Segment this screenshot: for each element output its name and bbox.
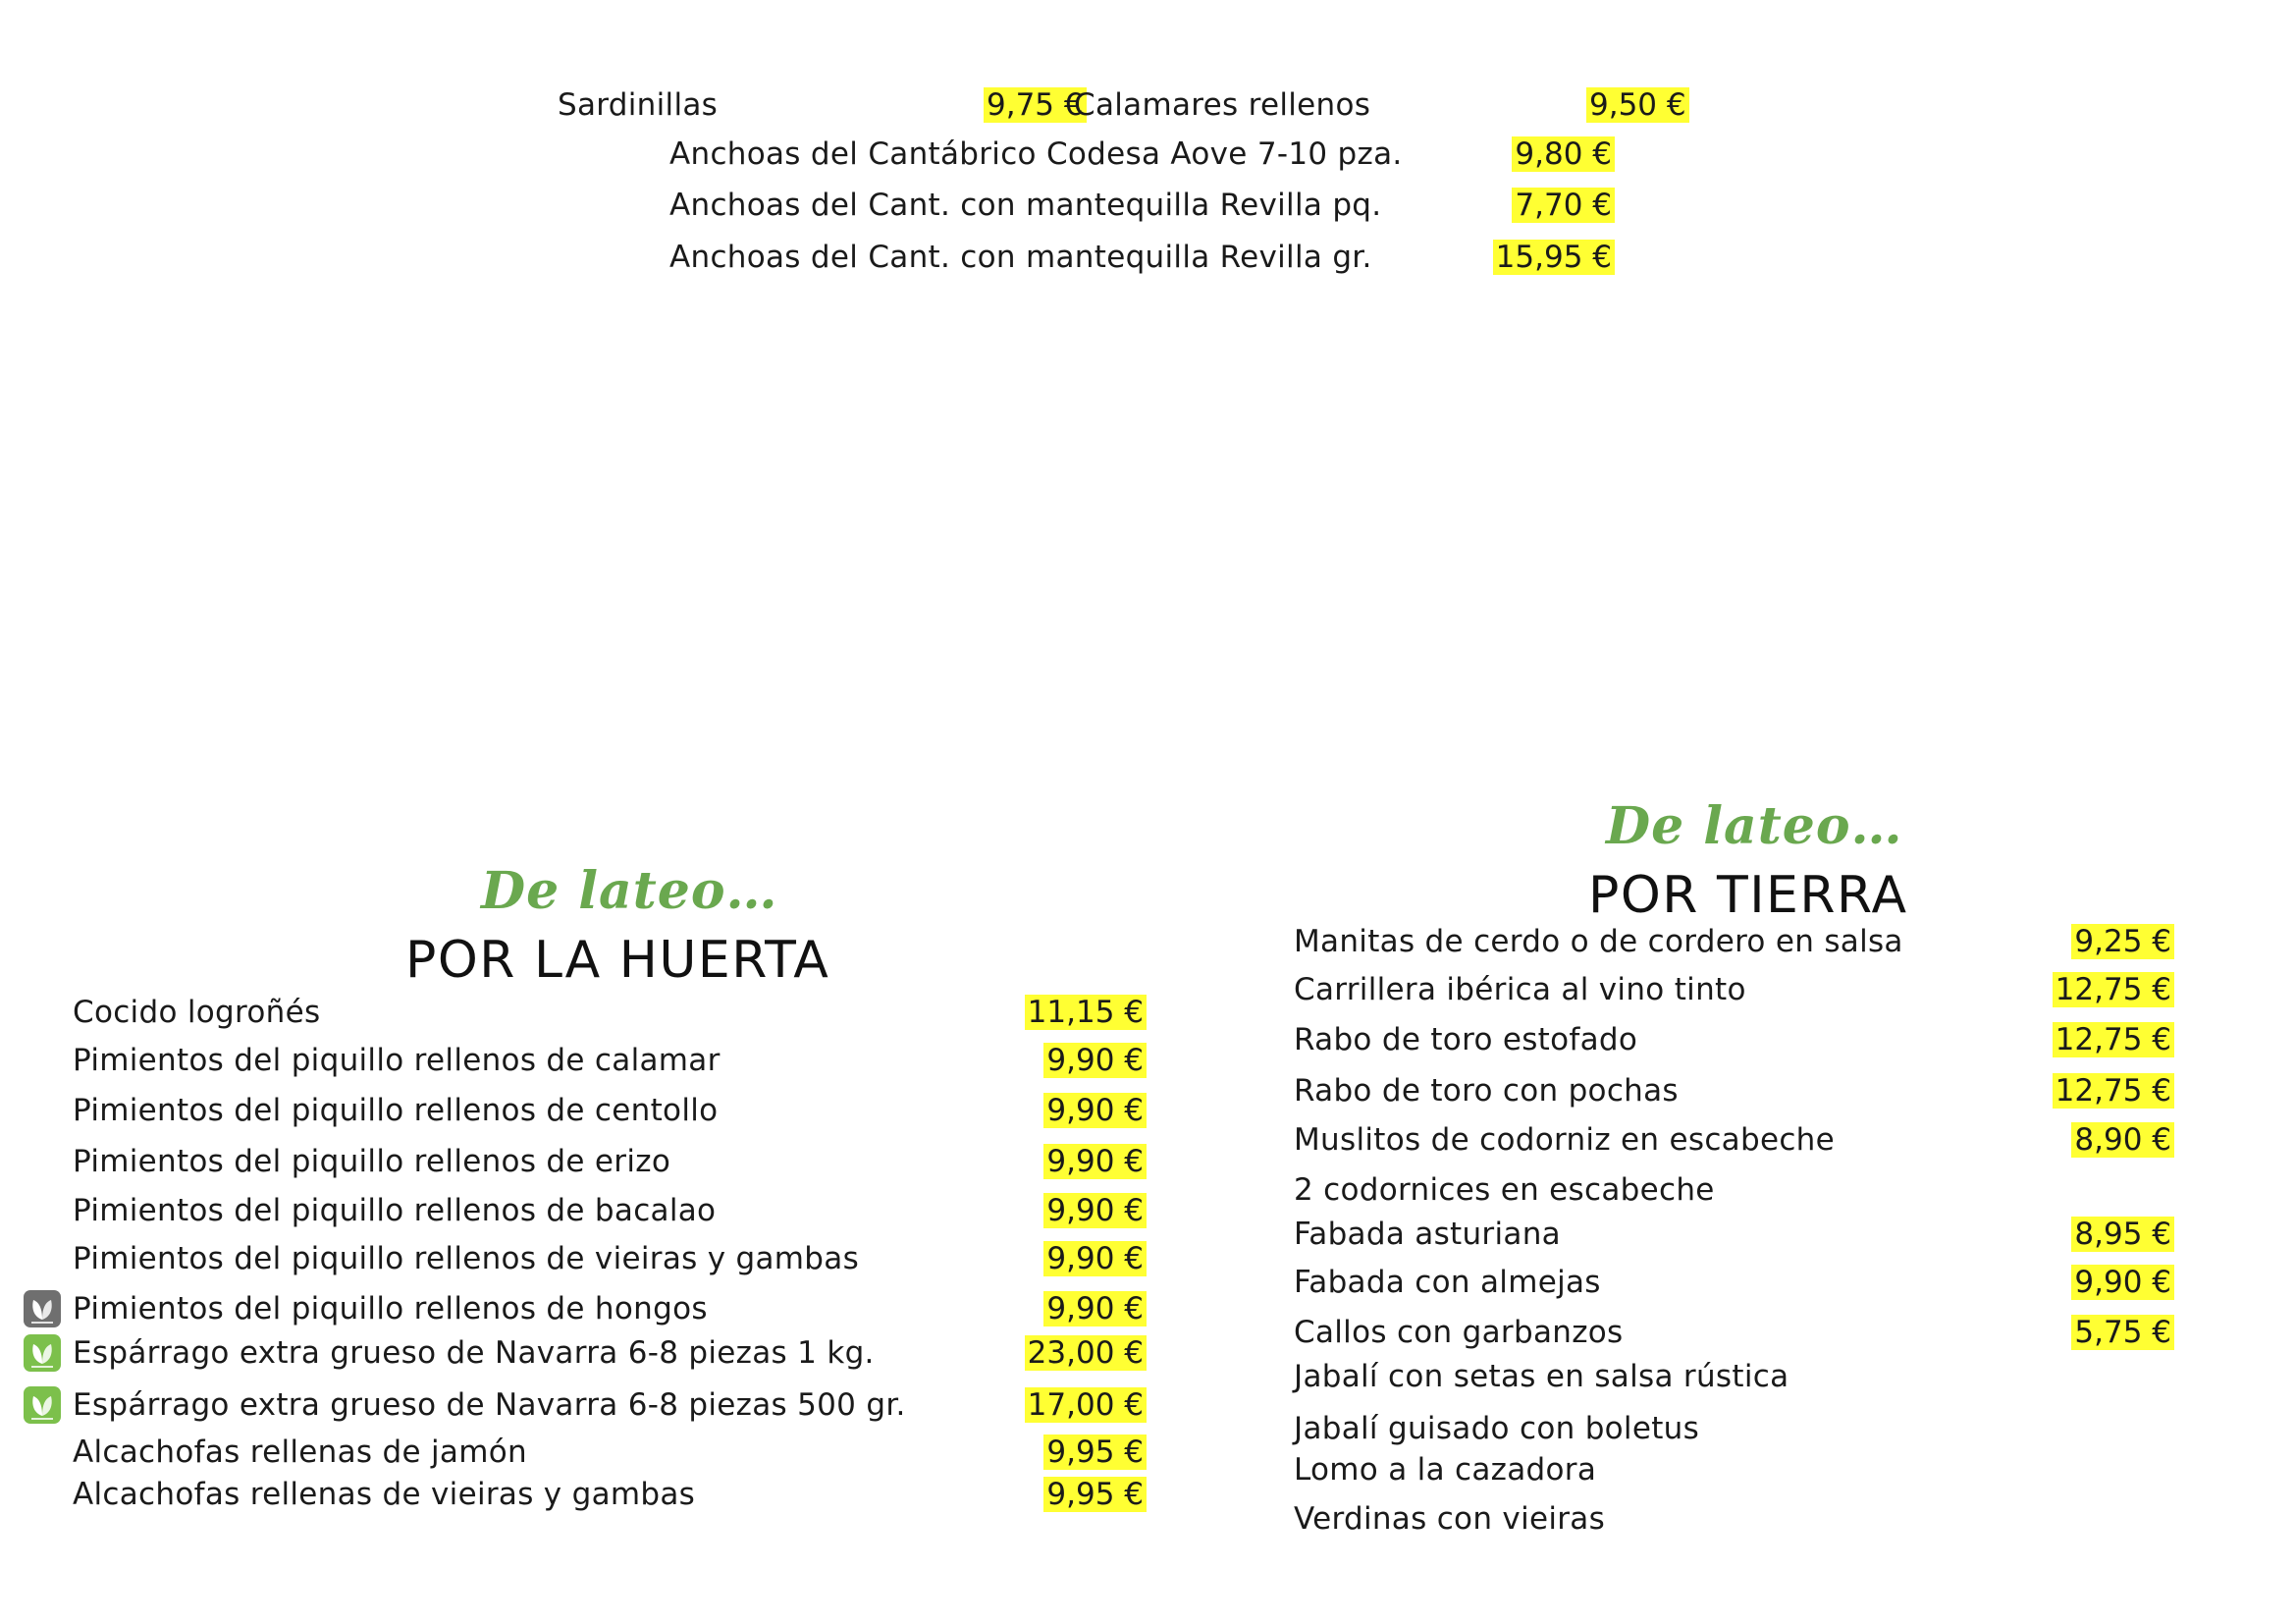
menu-item-name: Manitas de cerdo o de cordero en salsa: [1294, 924, 1903, 959]
menu-item-name: Jabalí con setas en salsa rústica: [1294, 1359, 1789, 1394]
price: 9,80 €: [1512, 135, 1615, 173]
menu-item-name: Espárrago extra grueso de Navarra 6-8 piezas 500 gr.: [73, 1387, 906, 1423]
menu-item-price: 5,75 €: [2071, 1314, 2174, 1351]
menu-item-name: Espárrago extra grueso de Navarra 6-8 piezas 1 kg.: [73, 1335, 875, 1371]
menu-item-name: Carrillera ibérica al vino tinto: [1294, 972, 1746, 1007]
price: 15,95 €: [1493, 239, 1615, 276]
menu-item-name: Pimientos del piquillo rellenos de erizo: [73, 1144, 671, 1179]
menu-item-price: 9,90 €: [1043, 1143, 1147, 1180]
menu-item-price: 23,00 €: [1025, 1334, 1147, 1372]
menu-item-price: 9,95 €: [1043, 1434, 1147, 1471]
menu-item-price: 9,95 €: [1043, 1476, 1147, 1513]
menu-item-name: Muslitos de codorniz en escabeche: [1294, 1122, 1835, 1158]
menu-item-name: Verdinas con vieiras: [1294, 1501, 1606, 1537]
menu-item-name: Jabalí guisado con boletus: [1294, 1411, 1700, 1446]
menu-item-price: 9,90 €: [1043, 1042, 1147, 1079]
menu-item-price: 12,75 €: [2053, 1072, 2174, 1110]
item-name: Anchoas del Cant. con mantequilla Revilla gr.: [669, 240, 1372, 275]
menu-item-name: Alcachofas rellenas de jamón: [73, 1435, 527, 1470]
price-sardinillas: 9,75 €: [984, 86, 1087, 124]
menu-item-name: 2 codornices en escabeche: [1294, 1172, 1715, 1208]
menu-item-name: Pimientos del piquillo rellenos de calamar: [73, 1043, 721, 1078]
menu-item-price: 9,90 €: [1043, 1092, 1147, 1129]
menu-item-price: 12,75 €: [2053, 971, 2174, 1008]
menu-item-name: Alcachofas rellenas de vieiras y gambas: [73, 1477, 696, 1512]
menu-item-name: Rabo de toro estofado: [1294, 1022, 1638, 1057]
menu-item-price: 8,95 €: [2071, 1216, 2174, 1253]
menu-item-name: Cocido logroñés: [73, 995, 321, 1030]
menu-item-price: 17,00 €: [1025, 1386, 1147, 1424]
menu-item-price: 12,75 €: [2053, 1021, 2174, 1058]
price: 7,70 €: [1512, 187, 1615, 224]
menu-item-price: 9,90 €: [2071, 1264, 2174, 1301]
menu-item-name: Pimientos del piquillo rellenos de hongos: [73, 1291, 708, 1326]
item-name-sardinillas: Sardinillas: [558, 87, 719, 123]
menu-item-price: 11,15 €: [1025, 994, 1147, 1031]
vegan-leaf-icon: [24, 1334, 61, 1372]
menu-item-price: 9,90 €: [1043, 1192, 1147, 1229]
vegetarian-leaf-icon: [24, 1290, 61, 1327]
menu-item-name: Fabada con almejas: [1294, 1265, 1601, 1300]
menu-item-price: 9,90 €: [1043, 1240, 1147, 1277]
huerta-section-title: POR LA HUERTA: [405, 931, 830, 990]
item-name: Anchoas del Cantábrico Codesa Aove 7-10 pza.: [669, 136, 1403, 172]
menu-item-name: Pimientos del piquillo rellenos de bacalao: [73, 1193, 717, 1228]
price-calamares: 9,50 €: [1586, 86, 1689, 124]
tierra-script-title: De lateo…: [1606, 796, 1903, 856]
menu-item-price: 8,90 €: [2071, 1121, 2174, 1159]
menu-item-name: Callos con garbanzos: [1294, 1315, 1624, 1350]
menu-item-name: Pimientos del piquillo rellenos de vieiras y gambas: [73, 1241, 860, 1276]
item-name-calamares: Calamares rellenos: [1074, 87, 1371, 123]
menu-item-price: 9,25 €: [2071, 923, 2174, 960]
item-name: Anchoas del Cant. con mantequilla Revilla pq.: [669, 188, 1382, 223]
menu-item-name: Pimientos del piquillo rellenos de centollo: [73, 1093, 719, 1128]
menu-item-name: Lomo a la cazadora: [1294, 1452, 1597, 1488]
huerta-script-title: De lateo…: [481, 861, 778, 921]
menu-item-name: Rabo de toro con pochas: [1294, 1073, 1679, 1109]
tierra-section-title: POR TIERRA: [1588, 866, 1908, 925]
vegan-leaf-icon: [24, 1386, 61, 1424]
menu-item-name: Fabada asturiana: [1294, 1217, 1561, 1252]
menu-item-price: 9,90 €: [1043, 1290, 1147, 1327]
